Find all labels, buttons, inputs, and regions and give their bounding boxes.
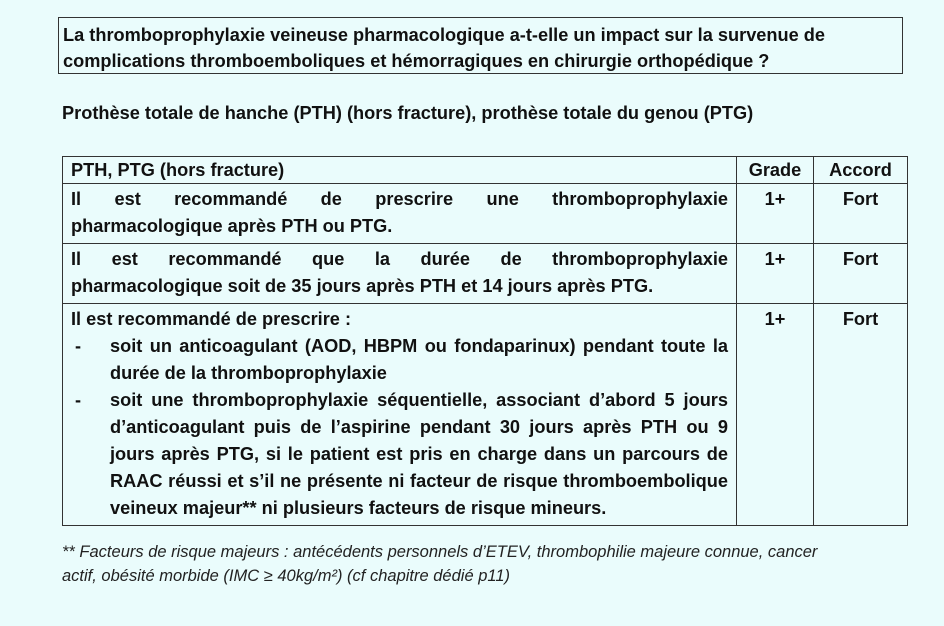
header-accord: Accord <box>814 157 908 184</box>
list-item <box>71 333 728 387</box>
recommendation-line: Il est recommandé que la durée de thromboprophylaxie <box>71 249 728 269</box>
footnote <box>62 540 912 588</box>
option-list <box>71 333 728 522</box>
footnote-line: actif, obésité morbide (IMC ≥ 40kg/m²) (cf chapitre dédié p11) <box>62 567 511 585</box>
dash-bullet: - <box>75 336 82 356</box>
recommendation-line: pharmacologique après PTH ou PTG. <box>71 216 393 236</box>
header-grade: Grade <box>737 157 814 184</box>
table-row <box>63 244 908 304</box>
grade-cell: 1+ <box>737 184 814 244</box>
dash-bullet: - <box>75 390 82 410</box>
table-row <box>63 304 908 526</box>
option-text: soit une thromboprophylaxie séquentielle, associant d’abord 5 jours d’anticoagulant puis de l’aspirine pendant 30 jours après PTH ou 9 jours après PTG, si le patient est pris en charge dans un parcours de RAAC réussi et s’il ne présente ni facteur de risque thromboembolique veineux majeur** ni plusieurs facteurs de risque mineurs. <box>110 390 728 518</box>
recommendation-intro: Il est recommandé de prescrire : <box>71 309 352 329</box>
recommendation-line: Il est recommandé de prescrire une thromboprophylaxie <box>71 189 728 209</box>
accord-cell: Fort <box>814 304 908 526</box>
question-box <box>58 17 903 74</box>
grade-cell: 1+ <box>737 244 814 304</box>
footnote-line: ** Facteurs de risque majeurs : antécédents personnels d’ETEV, thrombophilie majeure connue, cancer <box>62 543 818 561</box>
option-text: soit un anticoagulant (AOD, HBPM ou fondaparinux) pendant toute la durée de la thromboprophylaxie <box>110 336 728 383</box>
accord-cell: Fort <box>814 244 908 304</box>
recommendation-text <box>63 304 737 526</box>
accord-cell: Fort <box>814 184 908 244</box>
list-item <box>71 387 728 522</box>
header-population: PTH, PTG (hors fracture) <box>63 157 737 184</box>
table-header-row <box>63 157 908 184</box>
recommendation-text <box>63 184 737 244</box>
section-subtitle: Prothèse totale de hanche (PTH) (hors fracture), prothèse totale du genou (PTG) <box>62 103 754 123</box>
question-text: La thromboprophylaxie veineuse pharmacologique a-t-elle un impact sur la survenue de complications thromboemboliques et hémorragiques en chirurgie orthopédique ? <box>63 25 826 71</box>
recommendation-text <box>63 244 737 304</box>
recommendations-table <box>62 156 908 526</box>
recommendation-line: pharmacologique soit de 35 jours après PTH et 14 jours après PTG. <box>71 276 654 296</box>
table-row <box>63 184 908 244</box>
grade-cell: 1+ <box>737 304 814 526</box>
